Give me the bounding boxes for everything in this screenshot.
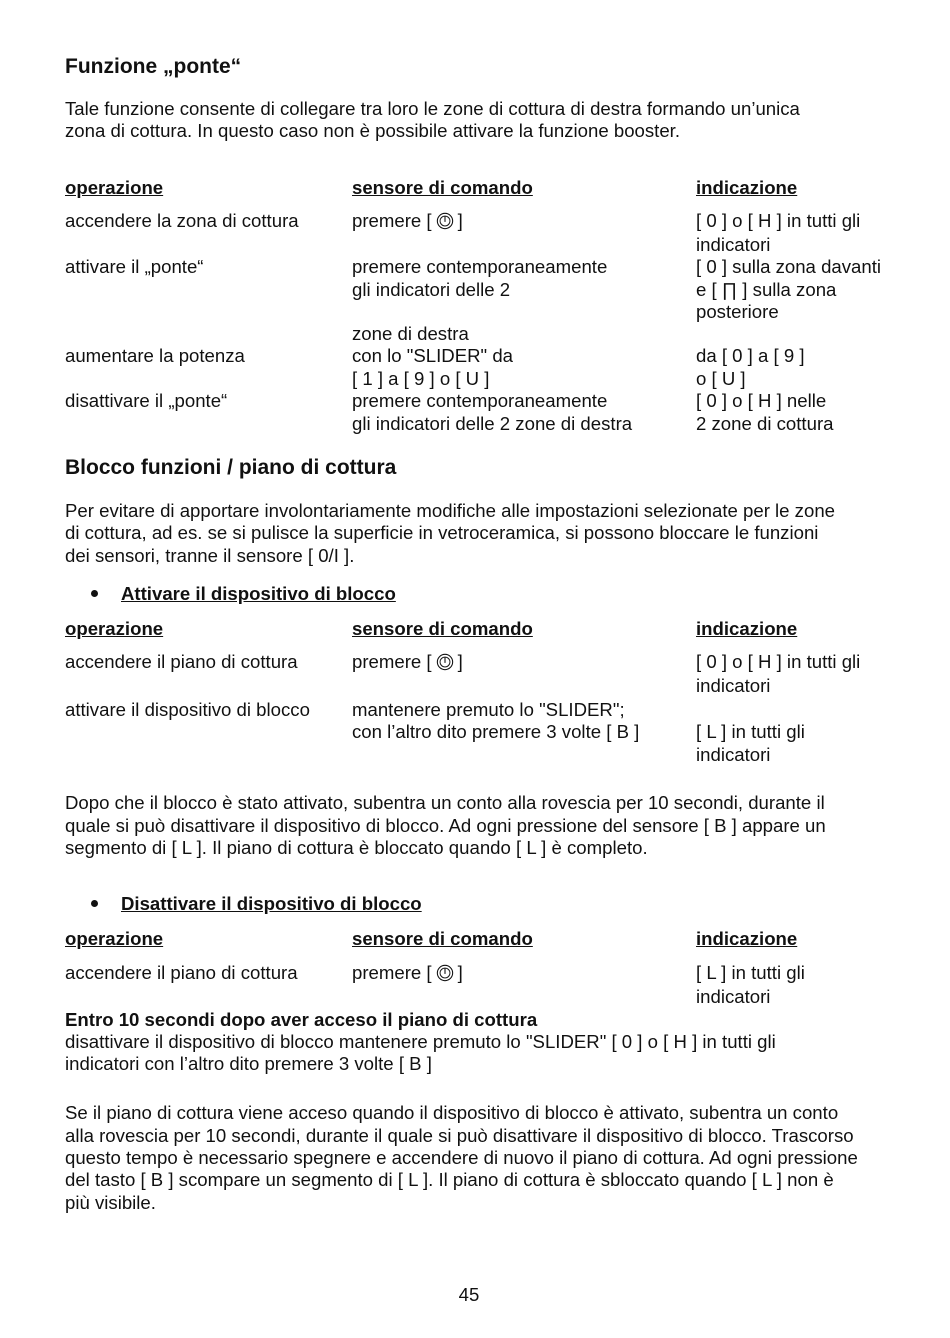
bullet-label: Attivare il dispositivo di blocco <box>121 583 396 604</box>
within-title: Entro 10 secondi dopo aver acceso il piano di cottura <box>65 1009 538 1030</box>
sensor-cell: [ 1 ] a [ 9 ] o [ U ] <box>352 368 490 389</box>
intro-line-1: Tale funzione consente di collegare tra loro le zone di cottura di destra formando un’unica <box>65 98 800 119</box>
col-header-sensore: sensore di comando <box>352 177 533 198</box>
section-title-ponte: Funzione „ponte“ <box>65 55 242 78</box>
intro-line-1: Per evitare di apportare involontariamente modifiche alle impostazioni selezionate per le zone <box>65 500 836 521</box>
final-line-3: questo tempo è necessario spegnere e accendere di nuovo il piano di cottura. Ad ogni pressione <box>65 1147 858 1168</box>
bullet-dot <box>91 900 98 907</box>
intro-line-2: di cottura, ad es. se si pulisce la superficie in vetroceramica, si possono bloccare le funzioni <box>65 522 819 543</box>
bullet-label: Disattivare il dispositivo di blocco <box>121 893 422 914</box>
ind-cell: indicatori <box>696 675 771 696</box>
col-header-indicazione: indicazione <box>696 177 798 198</box>
page-number: 45 <box>458 1284 480 1305</box>
op-cell: aumentare la potenza <box>65 345 245 366</box>
col-header-sensore: sensore di comando <box>352 618 533 639</box>
after-line-2: quale si può disattivare il dispositivo di blocco. Ad ogni pressione del sensore [ B ] appare un <box>65 815 826 836</box>
sensor-cell: premere contemporaneamente <box>352 390 608 411</box>
ind-cell: [ 0 ] o [ H ] nelle <box>696 390 827 411</box>
sensor-text-post: ] <box>457 210 463 231</box>
op-cell: accendere il piano di cottura <box>65 962 298 983</box>
sensor-text-post: ] <box>457 651 463 672</box>
ind-cell: o [ U ] <box>696 368 746 389</box>
within-line-2: indicatori con l’altro dito premere 3 volte [ B ] <box>65 1053 432 1074</box>
sensor-cell <box>352 962 463 984</box>
ind-cell: [ 0 ] o [ H ] in tutti gli <box>696 651 861 672</box>
final-line-5: più visibile. <box>65 1192 156 1213</box>
sensor-text-pre: premere [ <box>352 651 432 672</box>
bullet-attivare <box>91 583 396 605</box>
sensor-cell: mantenere premuto lo "SLIDER"; <box>352 699 625 720</box>
ind-cell: [ L ] in tutti gli <box>696 962 805 983</box>
ind-cell: posteriore <box>696 301 779 322</box>
sensor-text-pre: premere [ <box>352 210 432 231</box>
after-line-1: Dopo che il blocco è stato attivato, subentra un conto alla rovescia per 10 secondi, durante il <box>65 792 825 813</box>
ind-cell: da [ 0 ] a [ 9 ] <box>696 345 805 366</box>
power-icon <box>436 964 454 982</box>
final-line-2: alla rovescia per 10 secondi, durante il quale si può disattivare il dispositivo di blocco. Trascorso <box>65 1125 854 1146</box>
col-header-indicazione: indicazione <box>696 618 798 639</box>
col-header-indicazione: indicazione <box>696 928 798 949</box>
op-cell: accendere la zona di cottura <box>65 210 299 231</box>
sensor-cell: gli indicatori delle 2 zone di destra <box>352 413 633 434</box>
sensor-text-pre: premere [ <box>352 962 432 983</box>
intro-line-2: zona di cottura. In questo caso non è possibile attivare la funzione booster. <box>65 120 681 141</box>
col-header-operazione: operazione <box>65 928 164 949</box>
ind-cell: 2 zone di cottura <box>696 413 834 434</box>
col-header-sensore: sensore di comando <box>352 928 533 949</box>
sensor-cell: zone di destra <box>352 323 469 344</box>
col-header-operazione: operazione <box>65 177 164 198</box>
after-line-3: segmento di [ L ]. Il piano di cottura è bloccato quando [ L ] è completo. <box>65 837 648 858</box>
ind-cell: e [ ∏ ] sulla zona <box>696 279 837 300</box>
ind-cell: [ 0 ] sulla zona davanti <box>696 256 882 277</box>
sensor-cell: con l’altro dito premere 3 volte [ B ] <box>352 721 640 742</box>
final-line-1: Se il piano di cottura viene acceso quando il dispositivo di blocco è attivato, subentra un conto <box>65 1102 839 1123</box>
op-cell: attivare il dispositivo di blocco <box>65 699 310 720</box>
sensor-cell <box>352 210 463 232</box>
sensor-cell: gli indicatori delle 2 <box>352 279 511 300</box>
power-icon <box>436 212 454 230</box>
ind-cell: [ 0 ] o [ H ] in tutti gli <box>696 210 861 231</box>
op-cell: attivare il „ponte“ <box>65 256 204 277</box>
ind-cell: indicatori <box>696 744 771 765</box>
sensor-cell: premere contemporaneamente <box>352 256 608 277</box>
op-cell: disattivare il „ponte“ <box>65 390 228 411</box>
ind-cell: [ L ] in tutti gli <box>696 721 805 742</box>
bullet-disattivare <box>91 893 422 915</box>
op-cell: accendere il piano di cottura <box>65 651 298 672</box>
power-icon <box>436 653 454 671</box>
bullet-dot <box>91 590 98 597</box>
within-line-1: disattivare il dispositivo di blocco mantenere premuto lo "SLIDER" [ 0 ] o [ H ] in tutti gli <box>65 1031 776 1052</box>
intro-line-3: dei sensori, tranne il sensore [ 0/I ]. <box>65 545 355 566</box>
ind-cell: indicatori <box>696 234 771 255</box>
ind-cell: indicatori <box>696 986 771 1007</box>
final-line-4: del tasto [ B ] scompare un segmento di [ L ]. Il piano di cottura è sbloccato quando [ L ] non è <box>65 1169 834 1190</box>
section-title-blocco: Blocco funzioni / piano di cottura <box>65 456 397 479</box>
sensor-cell: con lo "SLIDER" da <box>352 345 513 366</box>
col-header-operazione: operazione <box>65 618 164 639</box>
sensor-text-post: ] <box>457 962 463 983</box>
sensor-cell <box>352 651 463 673</box>
